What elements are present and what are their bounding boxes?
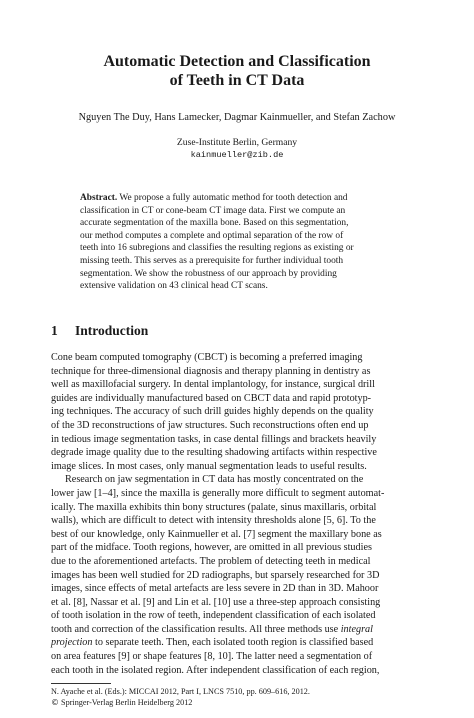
- body-line: part of the midface. Tooth regions, however, are omitted in all previous studies: [51, 542, 372, 554]
- section-title: Introduction: [75, 323, 149, 338]
- title-line: of Teeth in CT Data: [169, 72, 305, 89]
- body-line: guides are individually manufactured based on CBCT data and rapid prototyp-: [51, 392, 372, 404]
- section-number: 1: [51, 323, 58, 338]
- body-line: in tedious image segmentation tasks, in case dental fillings and brackets heavily: [51, 433, 377, 445]
- abstract-line: our method computes a complete and optimal separation of the row of: [80, 230, 344, 241]
- body-line: Cone beam computed tomography (CBCT) is becoming a preferred imaging: [51, 352, 363, 363]
- body-line: ing techniques. The accuracy of such drill guides highly depends on the quality: [51, 406, 374, 418]
- body-line: image slices. In most cases, only manual segmentation leads to useful results.: [51, 460, 367, 472]
- body-line: projection to separate teeth. Then, each isolated tooth region is classified based: [51, 637, 374, 649]
- abstract: [80, 192, 398, 293]
- abstract-line: [80, 192, 398, 205]
- footnote-rule: [51, 683, 111, 684]
- author-list: Nguyen The Duy, Hans Lamecker, Dagmar Kainmueller, and Stefan Zachow: [78, 112, 396, 123]
- body-line: Research on jaw segmentation in CT data has mostly concentrated on the: [65, 474, 364, 486]
- abstract-line: accurate segmentation of the maxilla bone. Based on this segmentation,: [80, 218, 349, 229]
- body-line: ically. The maxilla exhibits thin bony structures (palate, sinus maxillaris, orbital: [51, 501, 377, 513]
- body-line: due to the aforementioned artefacts. The problem of detecting teeth in medical: [51, 555, 371, 567]
- abstract-line: classification in CT or cone-beam CT image data. First we compute an: [80, 205, 346, 216]
- copyright-symbol: ©: [51, 698, 59, 707]
- affiliation: Zuse-Institute Berlin, Germany: [176, 137, 298, 148]
- body-line: degrade image quality due to the resulting shadowing artifacts within respective: [51, 447, 377, 459]
- body-line: technique for three-dimensional diagnosis and therapy planning in dentistry as: [51, 365, 371, 377]
- italic-term: integral: [340, 623, 373, 635]
- abstract-line: missing teeth. This serves as a prerequisite for further individual tooth: [80, 255, 344, 266]
- footnote-publisher: Springer-Verlag Berlin Heidelberg 2012: [59, 698, 193, 707]
- body-line: of tooth isolation in the row of teeth, independent classification of each isolated: [51, 610, 376, 622]
- abstract-line: teeth into 16 subregions and classifies the resulting regions as existing or: [80, 243, 354, 254]
- section-heading: [51, 323, 148, 339]
- body-line: on area features [9] or shape features [8, 10]. The latter need a segmentation of: [51, 651, 373, 663]
- footnote-copyright: [51, 697, 310, 708]
- body-line: lower jaw [1–4], since the maxilla is generally more difficult to segment automat-: [51, 487, 385, 499]
- body-line: best of our knowledge, only Kainmueller et al. [7] segment the maxillary bone as: [51, 528, 382, 540]
- body-line: of the 3D reconstructions of jaw structures. Such reconstructions often end up: [51, 419, 369, 431]
- abstract-label: Abstract.: [80, 193, 118, 203]
- body-line: walls), which are difficult to detect with intensity thresholds alone [5, 6]. To the: [51, 515, 376, 527]
- abstract-line: extensive validation on 43 clinical head CT scans.: [80, 281, 268, 292]
- body-line: each tooth in the isolated region. After independent classification of each region,: [51, 664, 380, 676]
- abstract-text: We propose a fully automatic method for tooth detection and: [117, 193, 348, 203]
- body-line: et al. [8], Nassar et al. [9] and Lin et al. [10] use a three-step approach consisting: [51, 596, 381, 608]
- body-text: [51, 351, 426, 677]
- footnote: [51, 686, 310, 708]
- abstract-line: segmentation. We show the robustness of our approach by providing: [80, 268, 337, 279]
- body-line: images, since effects of metal artefacts are less severe in 2D than in 3D. Mahoor: [51, 583, 379, 595]
- title-line: Automatic Detection and Classification: [103, 53, 371, 70]
- body-line: tooth and correction of the classification results. All three methods use integral: [51, 623, 373, 635]
- footnote-citation: N. Ayache et al. (Eds.): MICCAI 2012, Part I, LNCS 7510, pp. 609–616, 2012.: [51, 687, 310, 696]
- italic-term: projection: [51, 637, 93, 649]
- body-line: images has been well studied for 2D radiographs, but sparsely researched for 3D: [51, 569, 380, 581]
- body-line: well as maxillofacial surgery. In dental implantology, for instance, surgical drill: [51, 379, 375, 391]
- author-email: kainmueller@zib.de: [190, 150, 284, 160]
- paper-title: [0, 52, 474, 90]
